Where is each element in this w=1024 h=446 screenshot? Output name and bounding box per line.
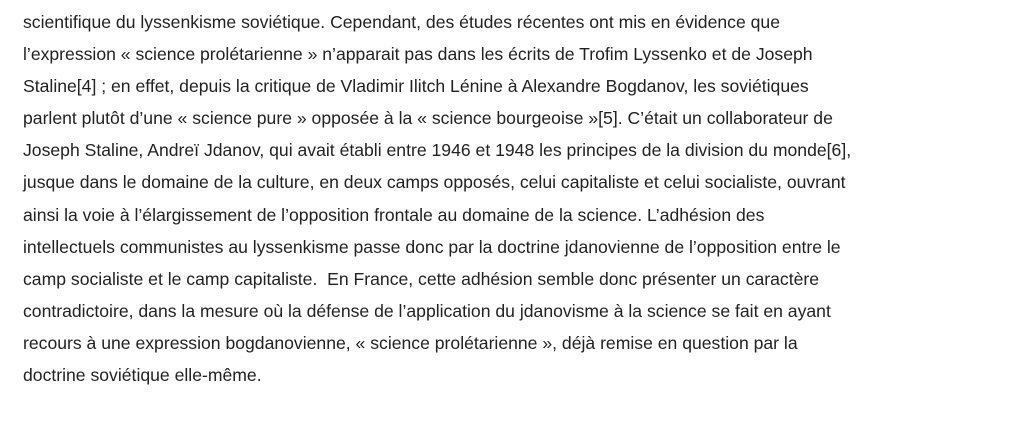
line-text: parlent plutôt d’une « science pure » opposée à la « science bourgeoise »	[23, 108, 599, 129]
paragraph-line: jusque dans le domaine de la culture, en deux camps opposés, celui capitaliste et celui socialiste, ouvrant	[23, 172, 846, 193]
line-text: . C’était un collaborateur de	[617, 108, 833, 129]
line-text: Joseph Staline, Andreï Jdanov, qui avait établi entre 1946 et 1948 les principes de la division du monde	[23, 140, 827, 161]
paragraph-line	[23, 70, 1013, 102]
paragraph-line: intellectuels communistes au lyssenkisme passe donc par la doctrine jdanovienne de l’opposition entre le	[23, 236, 841, 257]
paragraph-line	[23, 134, 1013, 166]
article-body	[23, 6, 1013, 391]
line-text: ,	[846, 140, 852, 161]
footnote-link-5[interactable]: [5]	[598, 108, 618, 129]
paragraph-line: ainsi la voie à l’élargissement de l’opposition frontale au domaine de la science. L’adhésion des	[23, 204, 765, 225]
footnote-link-6[interactable]: [6]	[826, 140, 847, 161]
paragraph-line: camp socialiste et le camp capitaliste. En France, cette adhésion semble donc présenter un caractère	[23, 268, 820, 289]
line-text: ; en effet, depuis la critique de Vladimir Ilitch Lénine à Alexandre Bogdanov, les soviétiques	[96, 76, 809, 97]
paragraph-line: l’expression « science prolétarienne » n’apparait pas dans les écrits de Trofim Lyssenko et de Joseph	[23, 44, 813, 65]
paragraph-line	[23, 102, 1013, 134]
paragraph-line: doctrine soviétique elle-même.	[23, 365, 262, 386]
footnote-link-4[interactable]: [4]	[76, 76, 97, 97]
paragraph-line: contradictoire, dans la mesure où la défense de l’application du jdanovisme à la science se fait en ayant	[23, 300, 831, 321]
paragraph-line: recours à une expression bogdanovienne, « science prolétarienne », déjà remise en question par la	[23, 332, 798, 353]
paragraph-line: scientifique du lyssenkisme soviétique. Cependant, des études récentes ont mis en évidence que	[23, 12, 780, 32]
line-text: Staline	[23, 76, 77, 97]
